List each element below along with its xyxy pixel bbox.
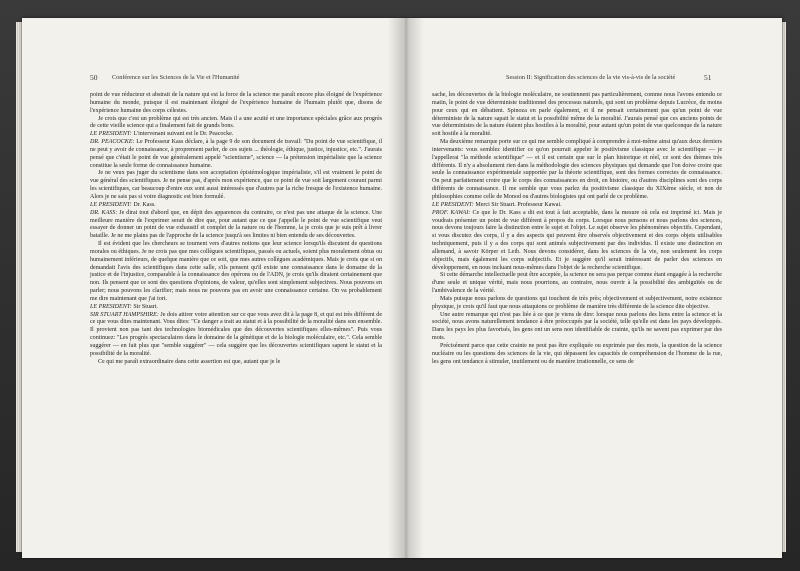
speaker-name: DR. KASS: [90, 209, 118, 216]
speaker-name: LE PRESIDENT: [90, 201, 132, 208]
paragraph-text: point de vue réducteur et abstrait de la nature qui est la force de la science me paraît encore plus éloigné de l'expérience humaine du monde, puisque il est maintenant éloigné de l'expérience humaine de l'humain plutôt que, disons de l'expérience humaine des corps célestes. [90, 92, 382, 114]
paragraph [90, 359, 382, 367]
paragraph-text: Ma deuxième remarque porte sur ce qui me semble compliqué à comprendre à moi-même ainsi qu'aux deux derniers intervenants: vous semblez identifier ce qu'on pourrait appeler le positivisme classique avec le scientifique — je l'appellerai "la méthode scientifique" — et il est certain que sur le plan historique et réel, ce sont des thèmes très différents. Il n'y a absolument rien dans la méthodologie des sciences physiques qui demande que l'on doive croire que seule la connaissance expérimentale supportée par la théorie scientifique, sont des formes correctes de connaissance. On peut parfaitement croire que le corps des connaissances en droit, en histoire, ou d'autres disciplines sont des corps différents de connaissance. Il me semble que vous parlez du positivisme classique du XIXème siècle, et non de philosophies comme celle de Monod ou d'autres biologistes qui ont parlé de ce problème. [432, 139, 723, 200]
left-page-number: 50 [90, 73, 98, 82]
right-page-number: 51 [704, 73, 712, 82]
paragraph [90, 312, 382, 359]
paragraph [90, 139, 382, 170]
speaker-name: LE PRESIDENT: [90, 131, 132, 138]
paragraph-text: Ce qui me paraît extraordinaire dans cette assertion est que, autant que je le [98, 358, 281, 365]
paragraph [90, 92, 382, 116]
speaker-name: LE PRESIDENT: [90, 303, 132, 310]
paragraph-text: Sir Stuart. [131, 303, 158, 310]
paragraph [432, 202, 722, 210]
paragraph [90, 131, 382, 139]
right-page-body [432, 92, 722, 367]
paragraph [432, 312, 722, 343]
paragraph [432, 272, 722, 296]
right-running-head: Session II: Signification des sciences de la vie vis-à-vis de la société [506, 74, 676, 81]
paragraph [90, 210, 382, 241]
paragraph-text: Précisément parce que cette crainte ne peut pas être expliquée ou exprimée par des mots, la question de la science nucléaire ou les questions des sciences de la vie, qui dépassent les capacités de compréhension de l'homme de la rue, les gens ont tendance à stimuler, inutilement ou de manière irrationnelle, ce sens de [432, 343, 722, 365]
paragraph-text: Ce que le Dr. Kass a dit est tout à fait acceptable, dans la mesure où cela est imprimé ici. Mais je voudrais présenter un point de vue différent à propos du corps. Lorsque nous pensons et nous parlons des sciences, nous devons toujours faire la distinction entre le sujet et l'objet. Le sujet observe les phénomènes objectifs. Cependant, si vous discutez des corps, il y a des aspects qui peuvent être observés objectivement et des corps objets utilisables techniquement, puis il y a des corps qui sont animés subjectivement par des individus. Il existe une distinction en allemand, à savoir Körper et Leib. Nous devons considérer, dans les sciences de la vie, non seulement les corps objectifs, mais également les corps subjectifs. Et je suggère qu'il serait intéressant de parler des sciences en développement, en nous incluant nous-mêmes dans l'objet de la recherche scientifique. [432, 209, 722, 271]
paragraph-text: Je ne veux pas juger du scientisme dans son acceptation épistémologique impérialiste, s'il est vraiment le point de vue général des scientifiques. Je ne pense pas, d'après mon expérience, que ce point de vue soit largement courant parmi les scientifiques, car beaucoup d'entre eux sont aussi intéressés que d'autres par la riche fresque de l'existence humaine. Alors je ne sais pas si votre diagnostic est bien formulé. [90, 170, 382, 200]
paragraph [90, 241, 382, 304]
speaker-name: LE PRESIDENT: [432, 201, 474, 208]
paragraph [432, 92, 722, 139]
left-running-head: Conférence sur les Sciences de la Vie et l'Humanité [112, 74, 240, 81]
paragraph [90, 170, 382, 201]
paragraph-text: sache, les découvertes de la biologie moléculaire, ne soutiennent pas particulièrement, comme nous l'avons entendu ce matin, le point de vue déterministe traditionnel des processus naturels, qui sont un problème depuis Lucrèce, du moins pour ceux qui en débattent. Spinoza en parle également, et il ne pensait certainement pas qu'un point de vue déterministe de la nature sapait le statut et la possibilité même de la moralité. J'aurais pensé que ces anciens points de vue déterministes de la nature étaient plus hostiles à la moralité, pour autant qu'un point de vue quelconque de la nature soit hostile à la moralité. [432, 92, 722, 138]
paragraph-text: Merci Sir Stuart. Professeur Kawai. [473, 201, 562, 208]
paragraph-text: Le Professeur Kass déclare, à la page 9 de son document de travail: "Du point de vue scientifique, il ne peut y avoir de connaissance, à proprement parler, de ces sujets ... théologie, éthique, justice, injustice, etc.". J'aurais pensé que c'était le point de vue généralement appelé "scientisme", science — la prétension impérialiste que la science constitue la seule forme de connaissance humaine. [90, 139, 382, 169]
paragraph-text: Il est évident que les chercheurs se tournent vers d'autres notions que leur science lorsqu'ils discutent de questions morales ou éthiques. Je ne crois pas que mes collègues scientifiques, passés ou actuels, soient plus moralement obtus ou humainement inférieurs, de quelque manière que ce soit, que mes autres collègues académiques. Mais je crois que si on demandait l'avis des scientifiques dans cette salle, s'ils pensent qu'il existe une connaissance dans le domaine de la justice et de l'injustice, comparable à la connaissance des opérons ou de l'ADN, je crois qu'ils diraient certainement que non. Ils pensent que ce sont des questions d'opinions, de valeur, qu'elles sont simplement subjectives. Nous pouvons en parler; nous pouvons les clarifier; mais nous ne pouvons pas en avoir une connaissance certaine. On va probablement me dire maintenant que j'ai tort. [90, 241, 382, 302]
paragraph-text: Mais puisque nous parlons de questions qui touchent de très près; objectivement et subjectivement, notre existence physique, je crois qu'il faut que nous attaquions ce problème de manière très différente de la science dite objective. [432, 295, 722, 310]
paragraph-text: Je dois attirer votre attention sur ce que vous avez dit à la page 8, et qui est très différent de ce que vous dites maintenant. Vous dites: "Ce danger a trait au statut et à la possibilité de la moralité dans son ensemble. Il provient non pas tant des technologies biomédicales que des découvertes scientifiques elles-mêmes". Puis vous continuez: "Les progrès spectaculaires dans le domaine de la génétique et de la biologie moléculaire, etc.". Cela semble suggérer — en fait plus que "semble suggérer" — cela suggère que les découvertes scientifiques sapent le statut et la possibilité de la moralité. [90, 311, 383, 357]
paragraph-text: Dr. Kass. [131, 201, 156, 208]
paragraph-text: Je crois que c'est un problème qui est très ancien. Mais il a une acuité et une importance spéciales grâce aux progrès de cette vieille science qui a finalement fait de grands bons. [90, 115, 382, 130]
left-page-body [90, 92, 382, 367]
paragraph [90, 116, 382, 132]
paragraph-text: Si cette démarche intellectuelle peut être acceptée, la science ne sera pas perçue comme étant engagée à la recherche d'une seule et unique vérité, mais nous pourrions, au contraire, nous ouvrir à la possibilité des ambiguïtés ou de l'ambivalence de la vérité. [432, 272, 722, 295]
speaker-name: PROF. KAWAI: [432, 209, 471, 216]
paragraph-text: Une autre remarque qui n'est pas liée à ce que je viens de dire: lorsque nous parlons des liens entre la science et la société, nous avons naturellement tendance à être préoccupés par la société, telle qu'elle est dans les pays développés. Dans les pays les plus favorisés, les gens ont un sens non identifiable de crainte, qu'ils ne savent pas exprimer par des mots. [432, 311, 722, 342]
speaker-name: SIR STUART HAMPSHIRE: [90, 311, 159, 318]
paragraph [432, 210, 722, 273]
paragraph [432, 343, 722, 367]
paragraph-text: L'intervenant suivant est le Dr. Peacocke. [131, 131, 234, 138]
speaker-name: DR. PEACOCKE: [90, 139, 135, 146]
paragraph [432, 139, 722, 202]
paragraph [90, 202, 382, 210]
paragraph [90, 304, 382, 312]
paragraph-text: Je dirai tout d'abord que, en dépit des apparences du contraire, ce n'est pas une attaque de la science. Une meilleure manière de l'exprimer serait de dire que, pour autant que ce que j'appelle le point de vue scientifique veut essayer de donner un point de vue exhaustif et complet de la nature ou de l'homme, la je crois que je suis prêt à livrer bataille. Je ne me plains pas de l'approche de la science jusqu'à ses limites ni bien entendu de ses découvertes. [90, 209, 382, 240]
paragraph [432, 296, 722, 312]
